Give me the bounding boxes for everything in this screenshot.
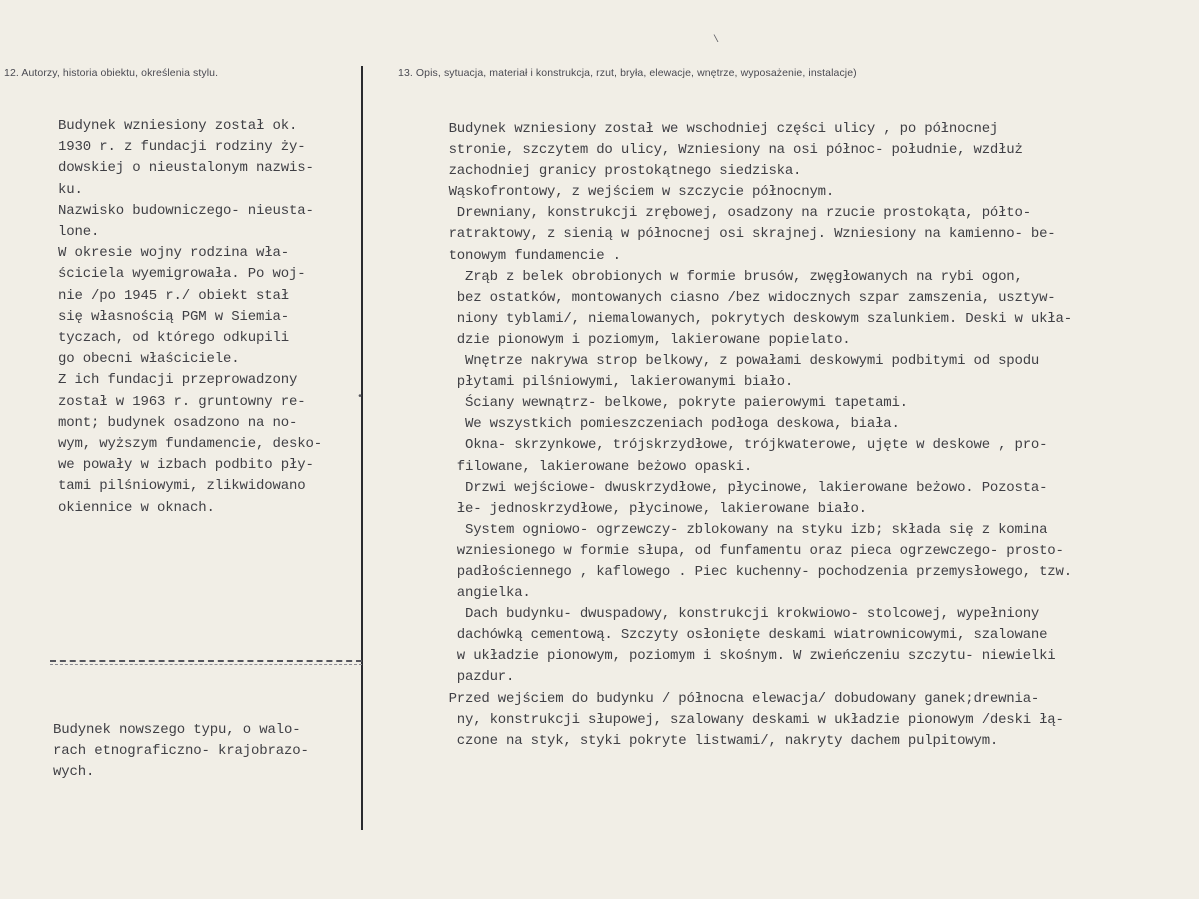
text-line: Budynek wzniesiony został we wschodniej części ulicy , po północnej <box>424 121 999 137</box>
text-line: Dach budynku- dwuspadowy, konstrukcji krokwiowo- stolcowej, wypełniony <box>424 606 1040 623</box>
text-line: padłościennego , kaflowego . Piec kuchenny- pochodzenia przemysłowego, tzw. <box>424 563 1072 580</box>
text-line: bez ostatków, montowanych ciasno /bez widocznych szpar zamszenia, usztyw- <box>424 289 1056 306</box>
text-line: W okresie wojny rodzina wła- <box>58 245 290 262</box>
text-line: czone na styk, styki pokryte listwami/, nakryty dachem pulpitowym. <box>424 732 999 749</box>
text-line: System ogniowo- ogrzewczy- zblokowany na styku izb; składa się z komina <box>424 521 1048 538</box>
text-line: Wnętrze nakrywa strop belkowy, z powałami deskowymi podbitymi od spodu <box>424 353 1040 370</box>
text-line: wych. <box>53 764 95 781</box>
text-line: Drewniany, konstrukcji zrębowej, osadzony na rzucie prostokąta, półto- <box>424 205 1031 222</box>
text-line: w układzie pionowym, poziomym i skośnym. W zwieńczeniu szczytu- niewielki <box>424 648 1056 665</box>
text-line: ku. <box>58 181 83 198</box>
paper-speck: \ <box>713 35 720 46</box>
description-text <box>424 119 1072 752</box>
text-line: tonowym fundamencie . <box>424 247 621 264</box>
text-line: tyczach, od którego odkupili <box>58 330 290 347</box>
text-line: Ściany wewnątrz- belkowe, pokryte paierowymi tapetami. <box>424 395 908 412</box>
text-line: stronie, szczytem do ulicy, Wzniesiony na osi północ- południe, wzdłuż <box>424 142 1023 159</box>
text-line: dowskiej o nieustalonym nazwis- <box>58 160 314 177</box>
text-line: łe- jednoskrzydłowe, płycinowe, lakierowane biało. <box>424 500 867 517</box>
text-line: lone. <box>58 224 100 241</box>
text-line: Drzwi wejściowe- dwuskrzydłowe, płycinowe, lakierowane beżowo. Pozosta- <box>424 479 1048 496</box>
text-line: Budynek nowszego typu, o walo- <box>53 722 301 738</box>
text-line: dachówką cementową. Szczyty osłonięte deskami wiatrownicowymi, szalowane <box>424 627 1048 644</box>
text-line: Nazwisko budowniczego- nieusta- <box>58 202 314 219</box>
text-line: nie /po 1945 r./ obiekt stał <box>58 287 290 304</box>
text-line: rach etnograficzno- krajobrazo- <box>53 743 309 760</box>
text-line: zachodniej granicy prostokątnego siedziska. <box>424 163 802 180</box>
section-separator-underline <box>50 664 362 665</box>
section-header-12: 12. Autorzy, historia obiektu, określenia stylu. <box>4 67 219 79</box>
text-line: ny, konstrukcji słupowej, szalowany deskami w układzie pionowym /deski łą- <box>424 711 1064 728</box>
text-line: płytami pilśniowymi, lakierowanymi biało. <box>424 374 794 391</box>
text-line: dzie pionowym i poziomym, lakierowane popielato. <box>424 331 851 348</box>
text-line: niony tyblami/, niemalowanych, pokrytych deskowym szalunkiem. Deski w ukła- <box>424 310 1072 327</box>
text-line: go obecni właściciele. <box>58 351 240 368</box>
text-line: się własnością PGM w Siemia- <box>58 308 290 325</box>
text-line: ściciela wyemigrowała. Po woj- <box>58 266 306 283</box>
text-line: angielka. <box>424 585 531 602</box>
text-line: We wszystkich pomieszczeniach podłoga deskowa, biała. <box>424 416 900 433</box>
text-line: wzniesionego w formie słupa, od funfamentu oraz pieca ogrzewczego- prosto- <box>424 542 1064 559</box>
style-assessment-text <box>53 720 309 784</box>
text-line: we powały w izbach podbito pły- <box>58 457 314 474</box>
text-line: Zrąb z belek obrobionych w formie brusów, zwęgłowanych na rybi ogon, <box>424 268 1023 285</box>
paper-speck: • <box>357 392 364 403</box>
section-separator <box>50 660 362 662</box>
text-line: Przed wejściem do budynku / północna elewacja/ dobudowany ganek;drewnia- <box>424 690 1040 707</box>
text-line: okiennice w oknach. <box>58 499 215 516</box>
column-divider <box>361 66 363 830</box>
text-line: filowane, lakierowane beżowo opaski. <box>424 458 753 475</box>
text-line: Wąskofrontowy, z wejściem w szczycie północnym. <box>424 184 835 201</box>
history-text <box>58 116 322 519</box>
text-line: pazdur. <box>424 669 515 686</box>
text-line: mont; budynek osadzono na no- <box>58 414 298 431</box>
text-line: Budynek wzniesiony został ok. <box>58 118 298 134</box>
text-line: tami pilśniowymi, zlikwidowano <box>58 478 306 495</box>
text-line: Z ich fundacji przeprowadzony <box>58 372 298 389</box>
text-line: wym, wyższym fundamencie, desko- <box>58 436 323 453</box>
text-line: ratraktowy, z sienią w północnej osi skrajnej. Wzniesiony na kamienno- be- <box>424 226 1056 243</box>
text-line: Okna- skrzynkowe, trójskrzydłowe, trójkwaterowe, ujęte w deskowe , pro- <box>424 437 1048 454</box>
section-header-13: 13. Opis, sytuacja, materiał i konstrukcja, rzut, bryła, elewacje, wnętrze, wyposażenie, instalacje) <box>398 67 857 79</box>
text-line: został w 1963 r. gruntowny re- <box>58 393 306 410</box>
text-line: 1930 r. z fundacji rodziny ży- <box>58 139 306 156</box>
